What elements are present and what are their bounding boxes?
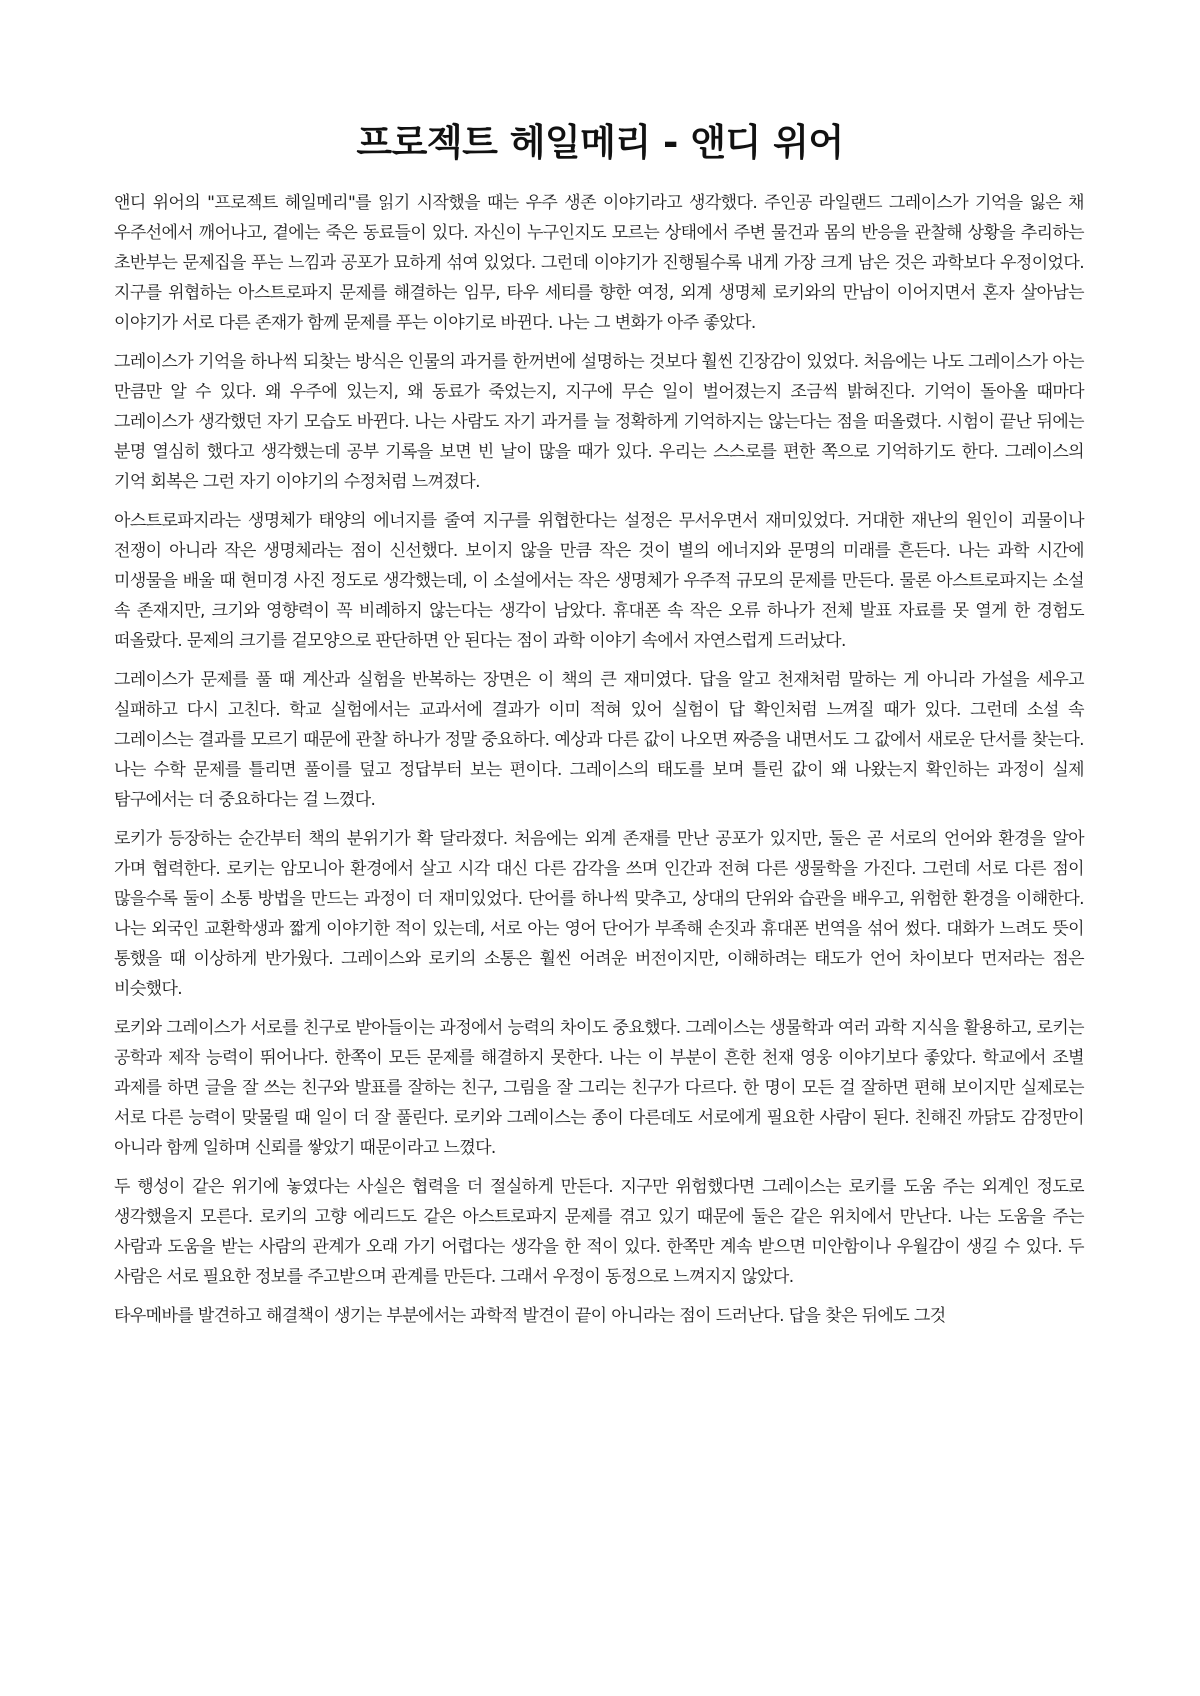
paragraph: 앤디 위어의 "프로젝트 헤일메리"를 읽기 시작했을 때는 우주 생존 이야기라고 생각했다. 주인공 라일랜드 그레이스가 기억을 잃은 채 우주선에서 깨어나고, 곁에는 죽은 동료들이 있다. 자신이 누구인지도 모르는 상태에서 주변 물건과 몸의 반응을 관찰해 상황을 추리하는 초반부는 문제집을 푸는 느낌과 공포가 묘하게 섞여 있었다. 그런데 이야기가 진행될수록 내게 가장 크게 남은 것은 과학보다 우정이었다. 지구를 위협하는 아스트로파지 문제를 해결하는 임무, 타우 세티를 향한 여정, 외계 생명체 로키와의 만남이 이어지면서 혼자 살아남는 이야기가 서로 다른 존재가 함께 문제를 푸는 이야기로 바뀐다. 나는 그 변화가 아주 좋았다. — [114, 193, 1084, 333]
paragraph: 로키와 그레이스가 서로를 친구로 받아들이는 과정에서 능력의 차이도 중요했다. 그레이스는 생물학과 여러 과학 지식을 활용하고, 로키는 공학과 제작 능력이 뛰어나다. 한쪽이 모든 문제를 해결하지 못한다. 나는 이 부분이 흔한 천재 영웅 이야기보다 좋았다. 학교에서 조별 과제를 하면 글을 잘 쓰는 친구와 발표를 잘하는 친구, 그림을 잘 그리는 친구가 다르다. 한 명이 모든 걸 잘하면 편해 보이지만 실제로는 서로 다른 능력이 맞물릴 때 일이 더 잘 풀린다. 로키와 그레이스는 종이 다른데도 서로에게 필요한 사람이 된다. 친해진 까닭도 감정만이 아니라 함께 일하며 신뢰를 쌓았기 때문이라고 느꼈다. — [114, 1018, 1084, 1158]
paragraph: 두 행성이 같은 위기에 놓였다는 사실은 협력을 더 절실하게 만든다. 지구만 위험했다면 그레이스는 로키를 도움 주는 외계인 정도로 생각했을지 모른다. 로키의 고향 에리드도 같은 아스트로파지 문제를 겪고 있기 때문에 둘은 같은 위치에서 만난다. 나는 도움을 주는 사람과 도움을 받는 사람의 관계가 오래 가기 어렵다는 생각을 한 적이 있다. 한쪽만 계속 받으면 미안함이나 우월감이 생길 수 있다. 두 사람은 서로 필요한 정보를 주고받으며 관계를 만든다. 그래서 우정이 동정으로 느껴지지 않았다. — [114, 1177, 1084, 1287]
document-title: 프로젝트 헤일메리 - 앤디 위어 — [356, 121, 844, 164]
paragraph: 그레이스가 기억을 하나씩 되찾는 방식은 인물의 과거를 한꺼번에 설명하는 것보다 훨씬 긴장감이 있었다. 처음에는 나도 그레이스가 아는 만큼만 알 수 있다. 왜 우주에 있는지, 왜 동료가 죽었는지, 지구에 무슨 일이 벌어졌는지 조금씩 밝혀진다. 기억이 돌아올 때마다 그레이스가 생각했던 자기 모습도 바뀐다. 나는 사람도 자기 과거를 늘 정확하게 기억하지는 않는다는 점을 떠올렸다. 시험이 끝난 뒤에는 분명 열심히 했다고 생각했는데 공부 기록을 보면 빈 날이 많을 때가 있다. 우리는 스스로를 편한 쪽으로 기억하기도 한다. 그레이스의 기억 회복은 그런 자기 이야기의 수정처럼 느껴졌다. — [114, 352, 1084, 492]
paragraph: 타우메바를 발견하고 해결책이 생기는 부분에서는 과학적 발견이 끝이 아니라는 점이 드러난다. 답을 찾은 뒤에도 그것 — [114, 1306, 946, 1326]
document-body — [114, 188, 1084, 1340]
paragraph: 아스트로파지라는 생명체가 태양의 에너지를 줄여 지구를 위협한다는 설정은 무서우면서 재미있었다. 거대한 재난의 원인이 괴물이나 전쟁이 아니라 작은 생명체라는 점이 신선했다. 보이지 않을 만큼 작은 것이 별의 에너지와 문명의 미래를 흔든다. 나는 과학 시간에 미생물을 배울 때 현미경 사진 정도로 생각했는데, 이 소설에서는 작은 생명체가 우주적 규모의 문제를 만든다. 물론 아스트로파지는 소설 속 존재지만, 크기와 영향력이 꼭 비례하지 않는다는 생각이 남았다. 휴대폰 속 작은 오류 하나가 전체 발표 자료를 못 열게 한 경험도 떠올랐다. 문제의 크기를 겉모양으로 판단하면 안 된다는 점이 과학 이야기 속에서 자연스럽게 드러났다. — [114, 511, 1084, 651]
paragraph: 그레이스가 문제를 풀 때 계산과 실험을 반복하는 장면은 이 책의 큰 재미였다. 답을 알고 천재처럼 말하는 게 아니라 가설을 세우고 실패하고 다시 고친다. 학교 실험에서는 교과서에 결과가 이미 적혀 있어 실험이 답 확인처럼 느껴질 때가 있다. 그런데 소설 속 그레이스는 결과를 모르기 때문에 관찰 하나가 정말 중요하다. 예상과 다른 값이 나오면 짜증을 내면서도 그 값에서 새로운 단서를 찾는다. 나는 수학 문제를 틀리면 풀이를 덮고 정답부터 보는 편이다. 그레이스의 태도를 보며 틀린 값이 왜 나왔는지 확인하는 과정이 실제 탐구에서는 더 중요하다는 걸 느꼈다. — [114, 670, 1084, 810]
paragraph: 로키가 등장하는 순간부터 책의 분위기가 확 달라졌다. 처음에는 외계 존재를 만난 공포가 있지만, 둘은 곧 서로의 언어와 환경을 알아 가며 협력한다. 로키는 암모니아 환경에서 살고 시각 대신 다른 감각을 쓰며 인간과 전혀 다른 생물학을 가진다. 그런데 서로 다른 점이 많을수록 둘이 소통 방법을 만드는 과정이 더 재미있었다. 단어를 하나씩 맞추고, 상대의 단위와 습관을 배우고, 위험한 환경을 이해한다. 나는 외국인 교환학생과 짧게 이야기한 적이 있는데, 서로 아는 영어 단어가 부족해 손짓과 휴대폰 번역을 섞어 썼다. 대화가 느려도 뜻이 통했을 때 이상하게 반가웠다. 그레이스와 로키의 소통은 훨씬 어려운 버전이지만, 이해하려는 태도가 언어 차이보다 먼저라는 점은 비슷했다. — [114, 829, 1084, 999]
